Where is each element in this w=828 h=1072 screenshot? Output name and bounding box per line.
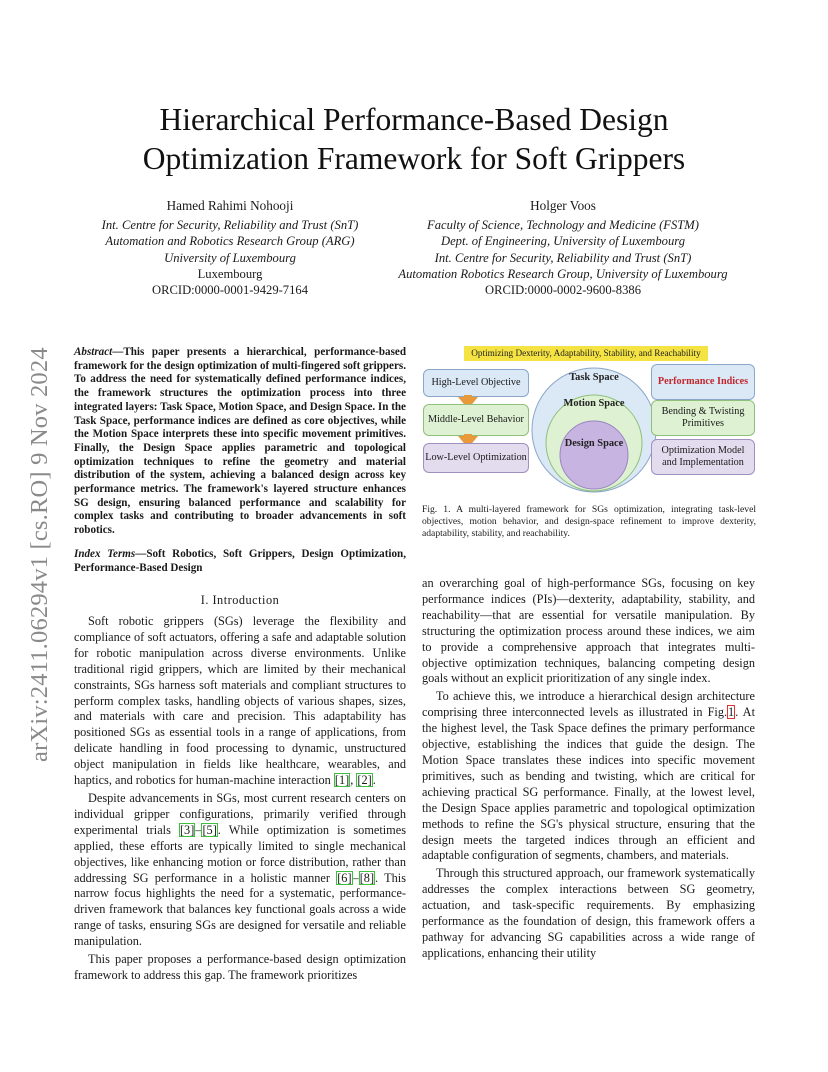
author-orcid: ORCID:0000-0002-9600-8386 [484, 283, 641, 298]
author-block-1 [70, 198, 390, 298]
abstract-label: Abstract [74, 346, 113, 358]
paragraph-text: . [372, 773, 376, 788]
bending-twisting-line: Primitives [682, 418, 724, 429]
paragraph-text: . While optimization is sometimes applied, these efforts are typically limited to single mechanical objectives, like enhancing motion or force distribution, rather than addressing SG performance in a holistic manner [74, 822, 406, 885]
abstract-text: —This paper presents a hierarchical, performance-based framework for the design optimization of multi-fingered soft grippers. To address the need for systematically defined performance indices, the framework structures the optimization process into three integrated layers: Task Space, Motion Space, and Design Space. In the Task Space, performance indices are defined as core objectives, while the Motion Space interprets these into specific movement primitives. Finally, the Design Space applies parametric and topological optimization techniques to refine the geometry and material distribution of the system, achieving a balanced design across key performance metrics. The framework's layered structure enhances SG design, ensuring balanced performance and scalability for complex tasks and contributing to broader advancements in soft robotics. [74, 346, 406, 537]
author-affiliation: Automation and Robotics Research Group (ARG) [105, 234, 355, 249]
paragraph-text: To achieve this, we introduce a hierarchical design architecture comprising three interconnected levels as illustrated in Fig. [422, 689, 755, 720]
citation-link[interactable]: [6] [337, 870, 352, 885]
body-left-column [74, 614, 406, 986]
index-terms-text: —Soft Robotics, Soft Grippers, Design Optimization, Performance-Based Design [74, 548, 406, 574]
optimization-model-line: and Implementation [662, 457, 744, 468]
author-affiliation: Faculty of Science, Technology and Medicine (FSTM) [427, 218, 699, 233]
paragraph-text: . This narrow focus highlights the need for a systematic, performance-driven framework that balances key functional goals across a wide range of tasks, ensuring SGs are designed for versatile and reliable manipulation. [74, 870, 406, 949]
arxiv-stamp [22, 292, 52, 762]
paragraph [74, 614, 406, 789]
bending-twisting-line: Bending & Twisting [661, 406, 745, 417]
index-terms-label: Index Terms [74, 548, 136, 560]
task-space-label: Task Space [569, 372, 619, 383]
paragraph-text: Soft robotic grippers (SGs) leverage the flexibility and compliance of soft actuators, offering a safe and adaptable solution for robotic manipulation across diverse environments. Unlike traditional rigid grippers, which are limited by their mechanical constraints, SGs harness soft materials and compliant structures to perform complex tasks, handling objects of various shapes, sizes, and materials with care and precision. This adaptability has positioned SGs as essential tools in a range of applications, from delicate handling in food processing to dynamic, unstructured object manipulation in fields like healthcare, wearables, and haptics, and robotics for human-machine interaction [74, 614, 406, 788]
performance-indices-box: Performance Indices [651, 364, 755, 400]
figure-reference-link[interactable]: 1 [728, 705, 735, 720]
figure-1 [418, 342, 764, 494]
author-affiliation: Int. Centre for Security, Reliability and Trust (SnT) [434, 250, 692, 265]
paragraph-text: . At the highest level, the Task Space defines the primary performance objective, establishing the indices that guide the design. The Motion Space translates these indices into specific movement primitives, such as bending and twisting, which are critical for achieving practical SG performance. Finally, at the lowest level, the Design Space applies parametric and topological optimization methods to refine the SG's physical structure, ensuring that the design meets the targeted indices through an efficient and adaptable configuration of segments, chambers, and materials. [422, 705, 755, 863]
author-affiliation: Int. Centre for Security, Reliability and Trust (SnT) [101, 218, 359, 233]
high-level-objective-box: High-Level Objective [423, 369, 529, 397]
design-space-circle [560, 421, 628, 489]
paragraph-text: – [195, 822, 202, 837]
paragraph: This paper proposes a performance-based design optimization framework to address this gap. The framework prioritizes [74, 952, 406, 982]
index-terms [74, 548, 406, 575]
body-right-column [422, 576, 755, 964]
citation-link[interactable]: [3] [179, 822, 195, 837]
section-heading-introduction: I. Introduction [200, 593, 280, 607]
citation-link[interactable]: [5] [202, 822, 217, 837]
paragraph-text: Despite advancements in SGs, most current research centers on individual gripper configurations, primarily verified through experimental trials [74, 790, 406, 837]
author-affiliation: Automation Robotics Research Group, University of Luxembourg [398, 266, 728, 281]
author-affiliation: University of Luxembourg [164, 250, 296, 265]
optimization-model-line: Optimization Model [661, 445, 745, 456]
citation-link[interactable]: [1] [334, 773, 350, 788]
design-space-label: Design Space [564, 438, 624, 449]
paper-title-line-1: Hierarchical Performance-Based Design [159, 102, 669, 137]
paragraph [422, 689, 755, 864]
citation-link[interactable]: [8] [359, 870, 375, 885]
paper-title [80, 100, 748, 178]
citation-link[interactable]: [2] [357, 773, 372, 788]
author-name: Hamed Rahimi Nohooji [166, 198, 294, 213]
paragraph: Through this structured approach, our framework systematically addresses the complex interactions between SG geometry, actuation, and task-specific requirements. By emphasizing performance as the foundation of design, this framework offers a pathway for advancing SG capabilities across a wide range of applications, enhancing their utility [422, 866, 755, 960]
paragraph [74, 791, 406, 950]
author-orcid: ORCID:0000-0001-9429-7164 [151, 283, 308, 298]
motion-space-label: Motion Space [563, 398, 625, 409]
optimization-model-box [651, 439, 755, 475]
author-name: Holger Voos [530, 198, 596, 213]
author-block-2 [378, 198, 748, 298]
paragraph: an overarching goal of high-performance SGs, focusing on key performance indices (PIs)—dexterity, adaptability, stability, and reachability—that are essential for versatile manipulation. By structuring the optimization process around these indices, we aim to provide a comprehensive approach that integrates multi-objective optimization techniques, balancing competing design goals without an explicit prioritization of any single index. [422, 576, 755, 686]
paper-title-line-2: Optimization Framework for Soft Grippers [142, 141, 686, 176]
figure-1-caption: Fig. 1. A multi-layered framework for SGs optimization, integrating task-level objectives, motion behavior, and design-space refinement to improve dexterity, adaptability, stability, and reachability. [422, 504, 756, 540]
middle-level-behavior-box: Middle-Level Behavior [423, 404, 529, 436]
author-location: Luxembourg [197, 266, 263, 281]
paragraph-text: – [352, 870, 359, 885]
paragraph-text: , [350, 773, 357, 788]
arxiv-identifier: arXiv:2411.06294v1 [cs.RO] 9 Nov 2024 [26, 347, 53, 762]
author-affiliation: Dept. of Engineering, University of Luxembourg [440, 234, 686, 249]
low-level-optimization-box: Low-Level Optimization [423, 443, 529, 473]
figure-banner: Optimizing Dexterity, Adaptability, Stability, and Reachability [464, 346, 708, 361]
abstract [74, 346, 406, 538]
bending-twisting-box [651, 400, 755, 436]
